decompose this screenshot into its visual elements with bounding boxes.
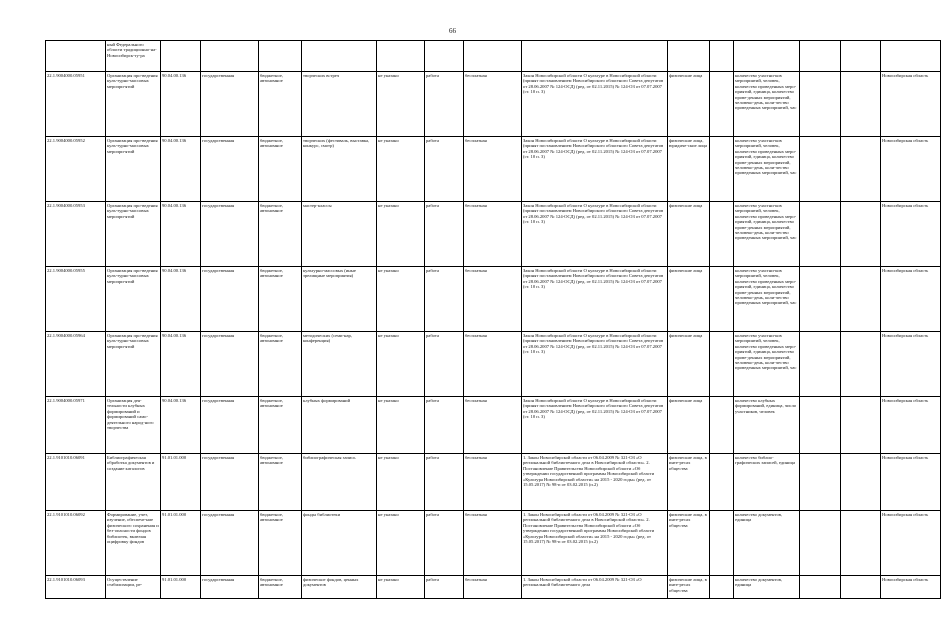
region: Новосибирская область [881, 511, 941, 576]
service-kind: государственная [201, 137, 259, 202]
service-content: физическое фондов, ценных документов [302, 576, 377, 599]
region: Новосибирская область [881, 332, 941, 397]
volume-indicators: количество документов, единица [734, 576, 800, 599]
service-name: Осуществление стабилизации, ре- [106, 576, 161, 599]
volume-indicators: количество участни-ков мероприятий, человек, количество проведенных меро-приятий, единица, количество прове-денных мероприятий, человеко-день, коли-чество проведенных мероприятий, час [734, 72, 800, 137]
service-conditions: не указано [377, 202, 425, 267]
empty-cell [841, 137, 881, 202]
institution-type: бюджетное, автономное [259, 267, 302, 332]
service-form: работа [425, 202, 464, 267]
service-code: 22.1.9101010.06091 [46, 454, 106, 511]
institution-type: бюджетное, автономное [259, 202, 302, 267]
empty-cell [710, 332, 734, 397]
okved-code: 90.04.00.136 [161, 72, 201, 137]
empty-cell [710, 72, 734, 137]
service-content: библиографическая запись [302, 454, 377, 511]
empty-cell [800, 332, 841, 397]
table-cell [522, 41, 668, 72]
service-code: 22.1.9101010.06093 [46, 576, 106, 599]
region: Новосибирская область [881, 137, 941, 202]
service-conditions: не указано [377, 511, 425, 576]
empty-cell [800, 576, 841, 599]
table-cell [377, 41, 425, 72]
payment-type: бесплатная [464, 511, 522, 576]
table-row [46, 202, 941, 267]
table-cell [800, 41, 841, 72]
empty-cell [841, 511, 881, 576]
region: Новосибирская область [881, 72, 941, 137]
service-conditions: не указано [377, 267, 425, 332]
service-name: Формирование, учет, изучение, обеспече-ние физического сохранения и без-опасности фондов библиотек, включая оцифровку фондов [106, 511, 161, 576]
service-code: 22.1.9004000.05951 [46, 72, 106, 137]
consumers: физические лица [668, 397, 710, 454]
empty-cell [710, 576, 734, 599]
service-code: 22.1.9101010.06092 [46, 511, 106, 576]
empty-cell [841, 332, 881, 397]
region: Новосибирская область [881, 202, 941, 267]
service-name: Организация дея-тельности клубных формирований и формирований само-деятельного народ-ного творчества [106, 397, 161, 454]
service-conditions: не указано [377, 454, 425, 511]
payment-type: бесплатная [464, 202, 522, 267]
table-cell [425, 41, 464, 72]
consumers: физические лица, в инте-ресах общества [668, 511, 710, 576]
table-row [46, 576, 941, 599]
empty-cell [800, 72, 841, 137]
empty-cell [710, 267, 734, 332]
legal-basis: 1. Закон Новосибирской области от 06.04.2009 № 321-ОЗ «О региональной библиотечного дела в Новосибирской области». 2. Постановление Правительства Новосибирской области «Об утверждении государственной программы Новосибирской области «Культура Новосибирской области» на 2015 - 2020 годы» (ред. от 15.05.2017) № 98-п от 03.02.2015 (п.2) [522, 454, 668, 511]
empty-cell [710, 454, 734, 511]
consumers: физические лица, юридиче-ские лица [668, 137, 710, 202]
legal-basis: Закон Новосибирской области О культуре в Новосибирской области (принят постановлением Новосибирского областного Совета депутатов от 28.06.2007 № 124-ОСД) (ред. от 02.11.2015) № 124-ОЗ от 07.07.2007 (ст. 10 п. 3) [522, 72, 668, 137]
empty-cell [841, 72, 881, 137]
service-content: фонды библиотеки [302, 511, 377, 576]
service-name: Организация про-ведения куль-турно-массовых меропри-ятий [106, 332, 161, 397]
service-content: методических (семи-нар, конференция) [302, 332, 377, 397]
empty-cell [841, 202, 881, 267]
empty-cell [800, 511, 841, 576]
table-cell [734, 41, 800, 72]
empty-cell [710, 511, 734, 576]
service-form: работа [425, 397, 464, 454]
volume-indicators: количество участни-ков мероприятий, человек, количество проведенных меро-приятий, единица, количество прове-денных мероприятий, человеко-день, коли-чество проведенных мероприятий, час [734, 267, 800, 332]
okved-code: 90.04.00.136 [161, 267, 201, 332]
registry-table [45, 40, 941, 599]
table-cell [881, 41, 941, 72]
empty-cell [800, 454, 841, 511]
payment-type: бесплатная [464, 454, 522, 511]
volume-indicators: количество участни-ков мероприятий, человек, количество проведенных меро-приятий, единица, количество прове-денных мероприятий, человеко-день, коли-чество проведенных мероприятий, час [734, 202, 800, 267]
payment-type: бесплатная [464, 267, 522, 332]
consumers: физические лица [668, 332, 710, 397]
service-kind: государственная [201, 454, 259, 511]
payment-type: бесплатная [464, 137, 522, 202]
consumers: физические лица [668, 72, 710, 137]
volume-indicators: количество участни-ков мероприятий, человек, количество проведенных меро-приятий, единица, количество прове-денных мероприятий, человеко-день, коли-чество проведенных мероприятий, час [734, 137, 800, 202]
legal-basis: Закон Новосибирской области О культуре в Новосибирской области (принят постановлением Новосибирского областного Совета депутатов от 28.06.2007 № 124-ОСД) (ред. от 02.11.2015) № 124-ОЗ от 07.07.2007 (ст. 10 п. 3) [522, 267, 668, 332]
table-cell [710, 41, 734, 72]
service-name: Организация про-ведения куль-турно-массовых меропри-ятий [106, 267, 161, 332]
table-cell [259, 41, 302, 72]
service-form: работа [425, 454, 464, 511]
service-kind: государственная [201, 397, 259, 454]
table-cell [46, 41, 106, 72]
volume-indicators: количество библио-графических записей, единица [734, 454, 800, 511]
okved-code: 91.01.01.000 [161, 454, 201, 511]
service-kind: государственная [201, 511, 259, 576]
payment-type: бесплатная [464, 72, 522, 137]
institution-type: бюджетное, автономное [259, 397, 302, 454]
consumers: физические лица, в инте-ресах общества [668, 576, 710, 599]
volume-indicators: количество участни-ков мероприятий, человек, количество проведенных меро-приятий, единица, количество прове-денных мероприятий, человеко-день, коли-чество проведенных мероприятий, час [734, 332, 800, 397]
okved-code: 90.04.00.136 [161, 397, 201, 454]
table-cell [302, 41, 377, 72]
service-form: работа [425, 72, 464, 137]
empty-cell [710, 137, 734, 202]
table-cell [668, 41, 710, 72]
service-code: 22.1.9004000.05952 [46, 137, 106, 202]
service-content: культурно-массовых (иные зрелищные мероприятия) [302, 267, 377, 332]
service-conditions: не указано [377, 576, 425, 599]
legal-basis: 1. Закон Новосибирской области от 06.04.2009 № 321-ОЗ «О региональной библиотечного дела [522, 576, 668, 599]
empty-cell [800, 397, 841, 454]
consumers: физические лица, в инте-ресах общества [668, 454, 710, 511]
service-form: работа [425, 332, 464, 397]
consumers: физические лица [668, 267, 710, 332]
institution-type: бюджетное, автономное [259, 454, 302, 511]
table-row [46, 267, 941, 332]
payment-type: бесплатная [464, 397, 522, 454]
table-cell [841, 41, 881, 72]
institution-type: бюджетное, автономное [259, 576, 302, 599]
service-content: мастер-классы [302, 202, 377, 267]
table-row [46, 332, 941, 397]
service-name: Библиографическая обработка документов и создание каталогов [106, 454, 161, 511]
empty-cell [841, 576, 881, 599]
legal-basis: Закон Новосибирской области О культуре в Новосибирской области (принят постановлением Новосибирского областного Совета депутатов от 28.06.2007 № 124-ОСД) (ред. от 02.11.2015) № 124-ОЗ от 07.07.2007 (ст. 10 п. 3) [522, 332, 668, 397]
institution-type: бюджетное, автономное [259, 511, 302, 576]
table-row [46, 72, 941, 137]
service-conditions: не указано [377, 72, 425, 137]
table-row [46, 511, 941, 576]
table-row [46, 397, 941, 454]
service-conditions: не указано [377, 397, 425, 454]
service-conditions: не указано [377, 332, 425, 397]
service-kind: государственная [201, 72, 259, 137]
table-cell: ный Федерального области традиционно-на-Новосибирск-ту-ра [106, 41, 161, 72]
service-name: Организация про-ведения куль-турно-массовых меропри-ятий [106, 202, 161, 267]
service-conditions: не указано [377, 137, 425, 202]
service-name: Организация про-ведения куль-турно-массовых меропри-ятий [106, 137, 161, 202]
table-cell [201, 41, 259, 72]
table-row [46, 454, 941, 511]
region: Новосибирская область [881, 267, 941, 332]
legal-basis: 1. Закон Новосибирской области от 06.04.2009 № 321-ОЗ «О региональной библиотечного дела в Новосибирской области». 2. Постановление Правительства Новосибирской области «Об утверждении государственной программы Новосибирской области «Культура Новосибирской области» на 2015 - 2020 годы» (ред. от 15.05.2017) № 98-п от 03.02.2015 (п.2) [522, 511, 668, 576]
table-cell [161, 41, 201, 72]
okved-code: 91.01.01.000 [161, 511, 201, 576]
volume-indicators: количество документов, единица [734, 511, 800, 576]
service-content: творческих встреч [302, 72, 377, 137]
legal-basis: Закон Новосибирской области О культуре в Новосибирской области (принят постановлением Новосибирского областного Совета депутатов от 28.06.2007 № 124-ОСД) (ред. от 02.11.2015) № 124-ОЗ от 07.07.2007 (ст. 10 п. 3) [522, 397, 668, 454]
okved-code: 90.04.00.136 [161, 332, 201, 397]
service-kind: государственная [201, 576, 259, 599]
service-code: 22.1.9004000.05955 [46, 267, 106, 332]
service-kind: государственная [201, 202, 259, 267]
volume-indicators: количество клубных формирований, единица, число участников, человек [734, 397, 800, 454]
region: Новосибирская область [881, 454, 941, 511]
okved-code: 90.04.00.136 [161, 202, 201, 267]
service-code: 22.1.9004000.05964 [46, 332, 106, 397]
region: Новосибирская область [881, 397, 941, 454]
empty-cell [841, 267, 881, 332]
okved-code: 91.01.01.000 [161, 576, 201, 599]
page-number: 66 [449, 27, 456, 35]
empty-cell [841, 397, 881, 454]
service-code: 22.1.9004000.05971 [46, 397, 106, 454]
institution-type: бюджетное, автономное [259, 72, 302, 137]
institution-type: бюджетное, автономное [259, 332, 302, 397]
region: Новосибирская область [881, 576, 941, 599]
service-content: клубных формирований [302, 397, 377, 454]
legal-basis: Закон Новосибирской области О культуре в Новосибирской области (принят постановлением Новосибирского областного Совета депутатов от 28.06.2007 № 124-ОСД) (ред. от 02.11.2015) № 124-ОЗ от 07.07.2007 (ст. 10 п. 3) [522, 202, 668, 267]
table-cell [464, 41, 522, 72]
service-kind: государственная [201, 267, 259, 332]
payment-type: бесплатная [464, 576, 522, 599]
service-content: творческих (фестиваль, выставка, конкурс, смотр) [302, 137, 377, 202]
service-form: работа [425, 511, 464, 576]
empty-cell [841, 454, 881, 511]
table-row-fragment [46, 41, 941, 72]
institution-type: бюджетное, автономное [259, 137, 302, 202]
empty-cell [710, 202, 734, 267]
service-form: работа [425, 267, 464, 332]
empty-cell [800, 137, 841, 202]
empty-cell [800, 267, 841, 332]
service-name: Организация про-ведения куль-турно-массовых меропри-ятий [106, 72, 161, 137]
empty-cell [800, 202, 841, 267]
service-code: 22.1.9004000.05953 [46, 202, 106, 267]
legal-basis: Закон Новосибирской области О культуре в Новосибирской области (принят постановлением Новосибирского областного Совета депутатов от 28.06.2007 № 124-ОСД) (ред. от 02.11.2015) № 124-ОЗ от 07.07.2007 (ст. 10 п. 3) [522, 137, 668, 202]
okved-code: 90.04.00.136 [161, 137, 201, 202]
service-form: работа [425, 576, 464, 599]
service-form: работа [425, 137, 464, 202]
service-kind: государственная [201, 332, 259, 397]
empty-cell [710, 397, 734, 454]
consumers: физические лица [668, 202, 710, 267]
table-row [46, 137, 941, 202]
payment-type: бесплатная [464, 332, 522, 397]
